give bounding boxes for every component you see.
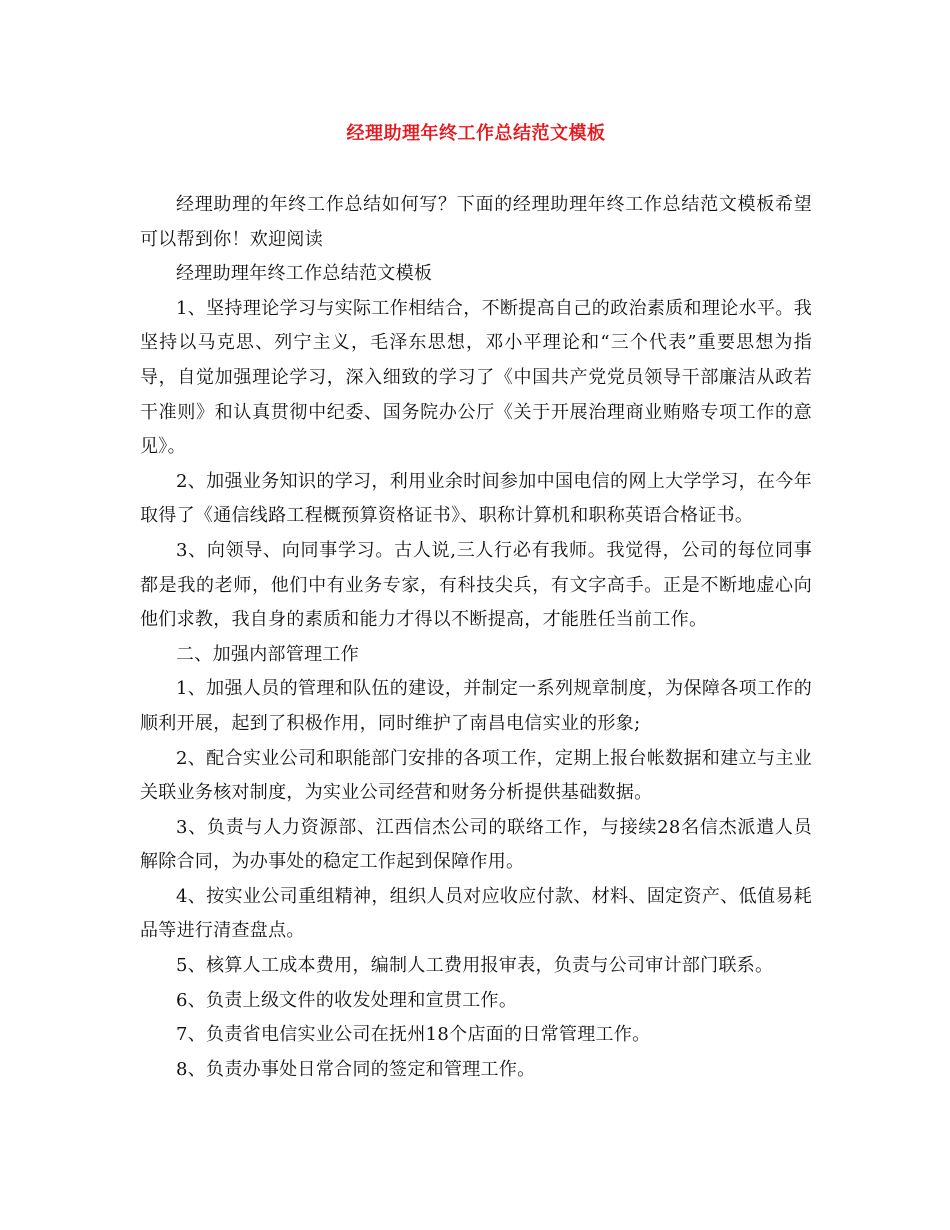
paragraph-intro: 经理助理的年终工作总结如何写？下面的经理助理年终工作总结范文模板希望可以帮到你！欢迎阅读: [140, 194, 812, 250]
paragraph-item: 1、坚持理论学习与实际工作相结合，不断提高自己的政治素质和理论水平。我坚持以马克思、列宁主义，毛泽东思想，邓小平理论和“三个代表”重要思想为指导，自觉加强理论学习，深入细致的学习了《中国共产党党员领导干部廉洁从政若干准则》和认真贯彻中纪委、国务院办公厅《关于开展治理商业贿赂专项工作的意见》。: [140, 297, 812, 458]
paragraph-item: 2、加强业务知识的学习，利用业余时间参加中国电信的网上大学学习，在今年取得了《通信线路工程概预算资格证书》、职称计算机和职称英语合格证书。: [140, 470, 812, 527]
document-title: 经理助理年终工作总结范文模板: [346, 123, 606, 144]
paragraph-item: 2、配合实业公司和职能部门安排的各项工作，定期上报台帐数据和建立与主业关联业务核对制度，为实业公司经营和财务分析提供基础数据。: [140, 747, 812, 804]
paragraph-item: 7、负责省电信实业公司在抚州18个店面的日常管理工作。: [176, 1024, 651, 1046]
document-body: [140, 188, 812, 1087]
paragraph-item: 5、核算人工成本费用，编制人工费用报审表，负责与公司审计部门联系。: [176, 955, 774, 977]
paragraph-item: 3、负责与人力资源部、江西信杰公司的联络工作，与接续28名信杰派遣人员解除合同，为办事处的稳定工作起到保障作用。: [140, 816, 812, 873]
paragraph-item: 4、按实业公司重组精神，组织人员对应收应付款、材料、固定资产、低值易耗品等进行清查盘点。: [140, 885, 812, 942]
paragraph-item: 8、负责办事处日常合同的签定和管理工作。: [176, 1058, 536, 1080]
paragraph-item: 6、负责上级文件的收发处理和宣贯工作。: [176, 989, 518, 1011]
paragraph-subtitle: 经理助理年终工作总结范文模板: [176, 263, 433, 285]
section-heading: 二、加强内部管理工作: [176, 643, 359, 665]
paragraph-item: 3、向领导、向同事学习。古人说,三人行必有我师。我觉得，公司的每位同事都是我的老师，他们中有业务专家，有科技尖兵，有文字高手。正是不断地虚心向他们求教，我自身的素质和能力才得以不断提高，才能胜任当前工作。: [140, 539, 812, 631]
paragraph-item: 1、加强人员的管理和队伍的建设，并制定一系列规章制度，为保障各项工作的顺利开展，起到了积极作用，同时维护了南昌电信实业的形象;: [140, 678, 812, 734]
document-page: [140, 112, 812, 1087]
